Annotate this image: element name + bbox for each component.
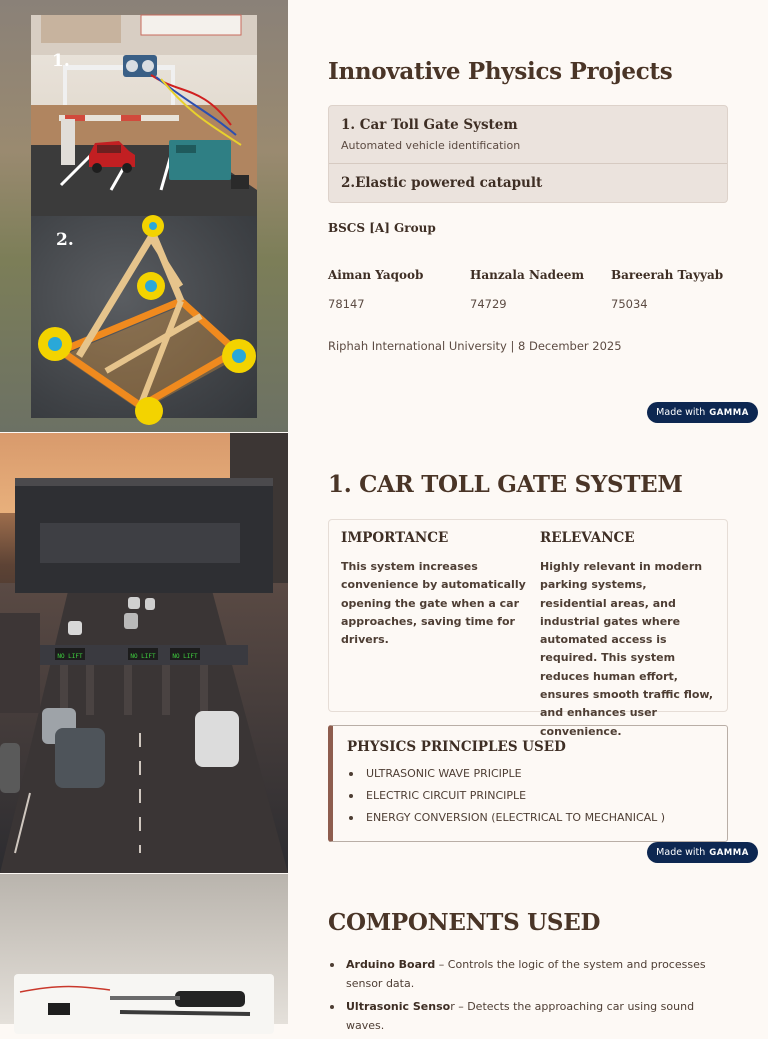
member-id: 75034 (611, 297, 648, 311)
slide2-content (328, 471, 728, 842)
image-label-1: 1. (52, 51, 70, 71)
member-card (470, 268, 611, 311)
toll-gate-model-photo (31, 15, 257, 216)
made-with-gamma-badge[interactable] (647, 842, 758, 863)
university-date: Riphah International University | 8 December 2025 (328, 339, 622, 353)
relevance-heading: RELEVANCE (540, 530, 635, 546)
member-name: Hanzala Nadeem (470, 268, 585, 282)
toll-gate-model-illustration (31, 15, 257, 216)
slide-components (0, 874, 768, 1032)
member-id: 78147 (328, 297, 365, 311)
component-desc: r – Detects the approaching car using sound waves. (346, 1000, 695, 1032)
principles-heading: PHYSICS PRINCIPLES USED (347, 739, 566, 755)
components-illustration (0, 874, 288, 1024)
list-item: ENERGY CONVERSION (ELECTRICAL TO MECHANICAL ) (347, 807, 713, 829)
list-item (328, 955, 728, 993)
toll-screen-text: NO LIFT (172, 653, 198, 660)
importance-column (341, 530, 528, 699)
slide-toll-gate (0, 433, 768, 873)
project-title: 2.Elastic powered catapult (341, 175, 543, 191)
slide-title (0, 0, 768, 432)
slide3-content (328, 909, 728, 1039)
project-title: 1. Car Toll Gate System (341, 117, 518, 133)
member-card (328, 268, 470, 311)
project-list (328, 105, 728, 203)
slide1-content (328, 58, 728, 353)
member-list (328, 268, 728, 311)
group-label: BSCS [A] Group (328, 221, 436, 235)
list-item: ULTRASONIC WAVE PRICIPLE (347, 763, 713, 785)
gamma-logo-text: GAMMA (709, 847, 749, 858)
section-title: 1. CAR TOLL GATE SYSTEM (328, 471, 683, 498)
list-item: ELECTRIC CIRCUIT PRINCIPLE (347, 785, 713, 807)
component-desc: – Controls the logic of the system and processes sensor data. (346, 958, 706, 990)
toll-plaza-illustration (0, 433, 288, 873)
toll-screen-text: NO LIFT (130, 653, 156, 660)
principles-list (347, 763, 713, 829)
gamma-logo-text: GAMMA (709, 407, 749, 418)
list-item (328, 997, 728, 1035)
member-name: Bareerah Tayyab (611, 268, 724, 282)
project-item (329, 106, 727, 163)
components-list (328, 955, 728, 1035)
page-title: Innovative Physics Projects (328, 58, 673, 85)
slide1-image-panel (0, 0, 288, 432)
physics-principles-card (328, 725, 728, 842)
project-item (329, 163, 727, 202)
section-title: COMPONENTS USED (328, 909, 601, 936)
components-photo (0, 874, 288, 1024)
project-subtitle: Automated vehicle identification (341, 139, 521, 152)
image-label-2: 2. (56, 230, 74, 250)
member-id: 74729 (470, 297, 507, 311)
importance-text: This system increases convenience by automatically opening the gate when a car approaches, saving time for drivers. (341, 560, 526, 647)
importance-heading: IMPORTANCE (341, 530, 449, 546)
catapult-model-photo (31, 216, 257, 418)
member-name: Aiman Yaqoob (328, 268, 424, 282)
made-with-gamma-badge[interactable] (647, 402, 758, 423)
badge-prefix: Made with (656, 847, 706, 858)
relevance-column (528, 530, 715, 738)
toll-screen-text: NO LIFT (57, 653, 83, 660)
component-name: Ultrasonic Senso (346, 1000, 451, 1013)
toll-plaza-photo (0, 433, 288, 873)
importance-relevance-card (328, 519, 728, 738)
component-name: Arduino Board (346, 958, 436, 971)
badge-prefix: Made with (656, 407, 706, 418)
relevance-text: Highly relevant in modern parking systems, residential areas, and industrial gates where automated access is required. This system reduces human effort, ensures smooth traffic flow, and enhances user convenience. (540, 560, 714, 738)
member-card (611, 268, 728, 311)
